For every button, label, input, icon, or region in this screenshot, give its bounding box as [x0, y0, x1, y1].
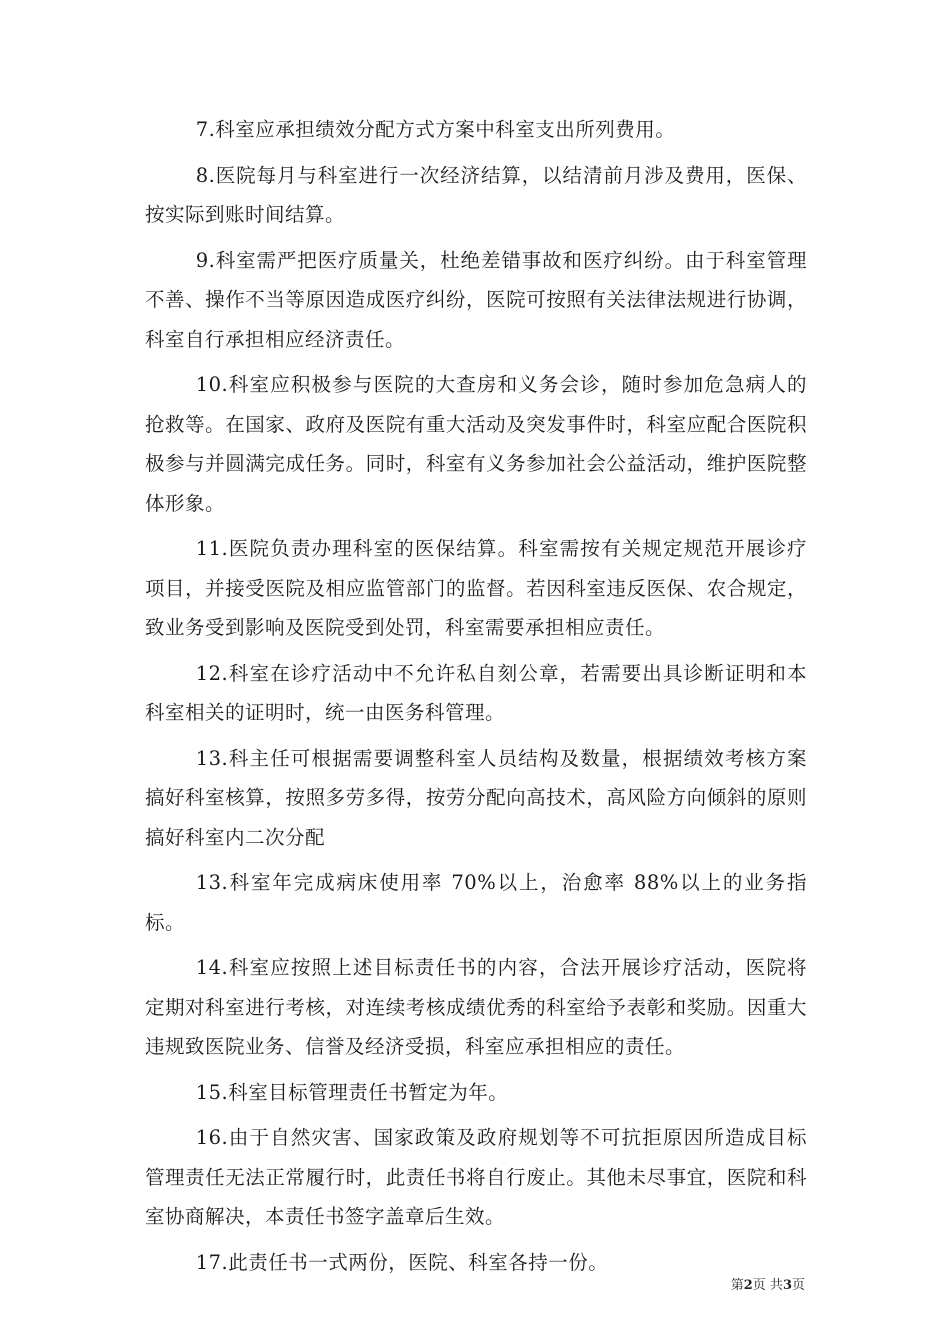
- clause-9: 9.科室需严把医疗质量关，杜绝差错事故和医疗纠纷。由于科室管理不善、操作不当等原因造成医疗纠纷，医院可按照有关法律法规进行协调，科室自行承担相应经济责任。: [145, 248, 807, 351]
- clause-13b: 13.科室年完成病床使用率 70%以上，治愈率 88%以上的业务指标。: [145, 871, 807, 934]
- clause-8: 8.医院每月与科室进行一次经济结算，以结清前月涉及费用，医保、按实际到账时间结算。: [145, 163, 807, 226]
- clause-7: 7.科室应承担绩效分配方式方案中科室支出所列费用。: [195, 118, 676, 141]
- footer-suffix: 页: [791, 1278, 805, 1293]
- footer-current-page: 2: [743, 1278, 753, 1293]
- document-body: [145, 110, 807, 1288]
- footer-middle: 页 共: [752, 1278, 783, 1293]
- clause-11: 11.医院负责办理科室的医保结算。科室需按有关规定规范开展诊疗项目，并接受医院及相应监管部门的监督。若因科室违反医保、农合规定，致业务受到影响及医院受到处罚，科室需要承担相应责任。: [145, 537, 807, 639]
- clause-17: 17.此责任书一式两份，医院、科室各持一份。: [195, 1250, 609, 1274]
- clause-16: 16.由于自然灾害、国家政策及政府规划等不可抗拒原因所造成目标管理责任无法正常履行时，此责任书将自行废止。其他未尽事宜，医院和科室协商解决，本责任书签字盖章后生效。: [145, 1126, 807, 1228]
- clause-15: 15.科室目标管理责任书暂定为年。: [195, 1080, 509, 1104]
- page-number-footer: [731, 1274, 805, 1293]
- footer-prefix: 第: [730, 1278, 744, 1293]
- clause-13a: 13.科主任可根据需要调整科室人员结构及数量，根据绩效考核方案搞好科室核算，按照多劳多得，按劳分配向高技术，高风险方向倾斜的原则搞好科室内二次分配: [145, 746, 807, 849]
- clause-12: 12.科室在诊疗活动中不允许私自刻公章，若需要出具诊断证明和本科室相关的证明时，统一由医务科管理。: [145, 661, 807, 724]
- clause-14: 14.科室应按照上述目标责任书的内容，合法开展诊疗活动，医院将定期对科室进行考核，对连续考核成绩优秀的科室给予表彰和奖励。因重大违规致医院业务、信誉及经济受损，科室应承担相应的责任。: [145, 956, 807, 1058]
- clause-10: 10.科室应积极参与医院的大查房和义务会诊，随时参加危急病人的抢救等。在国家、政府及医院有重大活动及突发事件时，科室应配合医院积极参与并圆满完成任务。同时，科室有义务参加社会公益活动，维护医院整体形象。: [145, 373, 807, 515]
- footer-total-pages: 3: [782, 1278, 792, 1293]
